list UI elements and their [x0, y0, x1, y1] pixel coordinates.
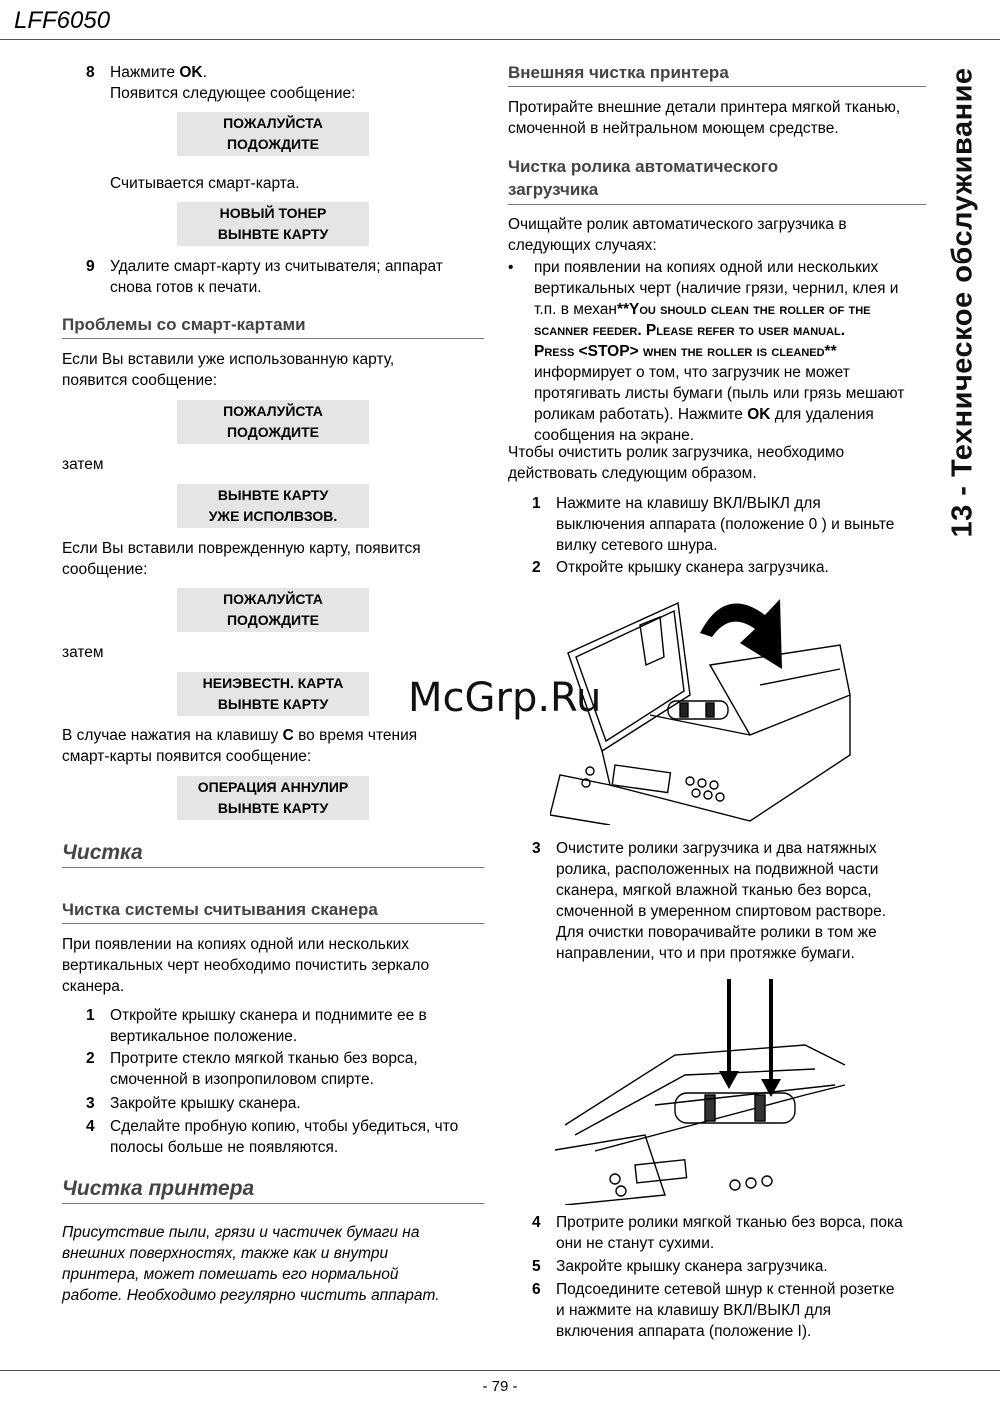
step-8-line1: Нажмите OK. — [110, 64, 207, 81]
roller-step-5: 5 Закройте крышку сканера загрузчика. — [532, 1258, 828, 1275]
lcd-message-6: НЕИЭВЕСТН. КАРТА ВЫНВТЕ КАРТУ — [177, 672, 369, 716]
damaged-card-text: Если Вы вставили поврежденную карту, появится сообщение: — [62, 540, 421, 578]
footer-rule — [0, 1370, 1000, 1371]
printer-paragraph: Присутствие пыли, грязи и частичек бумаги на внешних поверхностях, также как и внутри принтера, может помешать его нормальной работе. Необходимо регулярно чистить аппарат. — [62, 1224, 440, 1304]
roller-step-2: 2 Откройте крышку сканера загрузчика. — [532, 559, 829, 576]
reading-text: Считывается смарт-карта. — [110, 175, 300, 192]
step-8-line2: Появится следующее сообщение: — [110, 85, 356, 102]
external-paragraph: Протирайте внешние детали принтера мягкой тканью, смоченной в нейтральном моющем средстве. — [508, 99, 901, 137]
scanner-paragraph: При появлении на копиях одной или нескольких вертикальных черт необходимо почистить зеркало сканера. — [62, 936, 430, 995]
step-9: 9 Удалите смарт-карту из считывателя; аппарат снова готов к печати. — [86, 258, 443, 296]
heading-scanner-cleaning: Чистка системы считывания сканера — [62, 899, 484, 924]
lcd-message-4: ВЫНВТЕ КАРТУ УЖЕ ИСПОЛВЗОВ. — [177, 484, 369, 528]
lcd-message-1: ПОЖАЛУЙСТА ПОДОЖДИТЕ — [177, 112, 369, 156]
howto-paragraph: Чтобы очистить ролик загрузчика, необходимо действовать следующим образом. — [508, 444, 845, 482]
roller-intro: Очищайте ролик автоматического загрузчика в следующих случаях: — [508, 216, 847, 254]
chapter-side-tab — [933, 60, 993, 545]
heading-roller-cleaning: Чистка ролика автоматического загрузчика — [508, 155, 926, 205]
roller-bullet: • при появлении на копиях одной или нескольких вертикальных черт (наличие грязи, чернил, клея и т.п. в механ**You should clean the roller of the scanner feeder. Please refer to user manual. Press <STOP> when the roller is cleaned** информирует о том, что загрузчик не может протягивать листы бумаги (пыль или грязь мешают роликам работать). Нажмите OK для удаления сообщения на экране. — [508, 259, 905, 444]
scanner-step-4: 4 Сделайте пробную копию, чтобы убедиться, что полосы больше не появляются. — [86, 1118, 459, 1156]
heading-cleaning: Чистка — [62, 842, 484, 868]
cancel-text: В случае нажатия на клавишу C во время чтения смарт-карты появится сообщение: — [62, 727, 418, 765]
then-text-1: затем — [62, 456, 104, 473]
scanner-step-3: 3 Закройте крышку сканера. — [86, 1095, 301, 1112]
heading-smartcard-problems: Проблемы со смарт-картами — [62, 314, 484, 339]
figure-clean-rollers — [555, 975, 855, 1205]
watermark: McGrp.Ru — [408, 675, 602, 721]
document-title: LFF6050 — [14, 7, 111, 34]
used-card-text: Если Вы вставили уже использованную карту, появится сообщение: — [62, 351, 395, 389]
chapter-title: 13 - Техническое обслуживание — [946, 67, 979, 538]
heading-external-cleaning: Внешняя чистка принтера — [508, 62, 926, 87]
roller-step-3: 3 Очистите ролики загрузчика и два натяжных ролика, расположенных на подвижной части сканера, мягкой влажной тканью без ворса, смоченной в умеренном спиртовом растворе. Для очистки поворачивайте ролики в том же направлении, что и при протяжке бумаги. — [532, 840, 887, 962]
scanner-step-1: 1 Откройте крышку сканера и поднимите ее в вертикальное положение. — [86, 1007, 427, 1045]
lcd-message-7: ОПЕРАЦИЯ АННУЛИР ВЫНВТЕ КАРТУ — [177, 776, 369, 820]
roller-step-1: 1 Нажмите на клавишу ВКЛ/ВЫКЛ для выключения аппарата (положение 0 ) и выньте вилку сетевого шнура. — [532, 495, 895, 554]
lcd-message-2: НОВЫЙ ТОНЕР ВЫНВТЕ КАРТУ — [177, 202, 369, 246]
roller-step-4: 4 Протрите ролики мягкой тканью без ворса, пока они не станут сухими. — [532, 1214, 903, 1252]
lcd-message-5: ПОЖАЛУЙСТА ПОДОЖДИТЕ — [177, 588, 369, 632]
heading-printer-cleaning: Чистка принтера — [62, 1178, 484, 1204]
then-text-2: затем — [62, 644, 104, 661]
scanner-step-2: 2 Протрите стекло мягкой тканью без ворса, смоченной в изопропиловом спирте. — [86, 1050, 418, 1088]
header-rule — [0, 39, 1000, 40]
roller-step-6: 6 Подсоедините сетевой шнур к стенной розетке и нажмите на клавишу ВКЛ/ВЫКЛ для включения аппарата (положение I). — [532, 1281, 895, 1340]
page-number: - 79 - — [482, 1378, 518, 1395]
step-number: 8 — [86, 64, 95, 81]
step-number: 9 — [86, 258, 95, 275]
lcd-message-3: ПОЖАЛУЙСТА ПОДОЖДИТЕ — [177, 400, 369, 444]
step-8 — [86, 62, 486, 104]
